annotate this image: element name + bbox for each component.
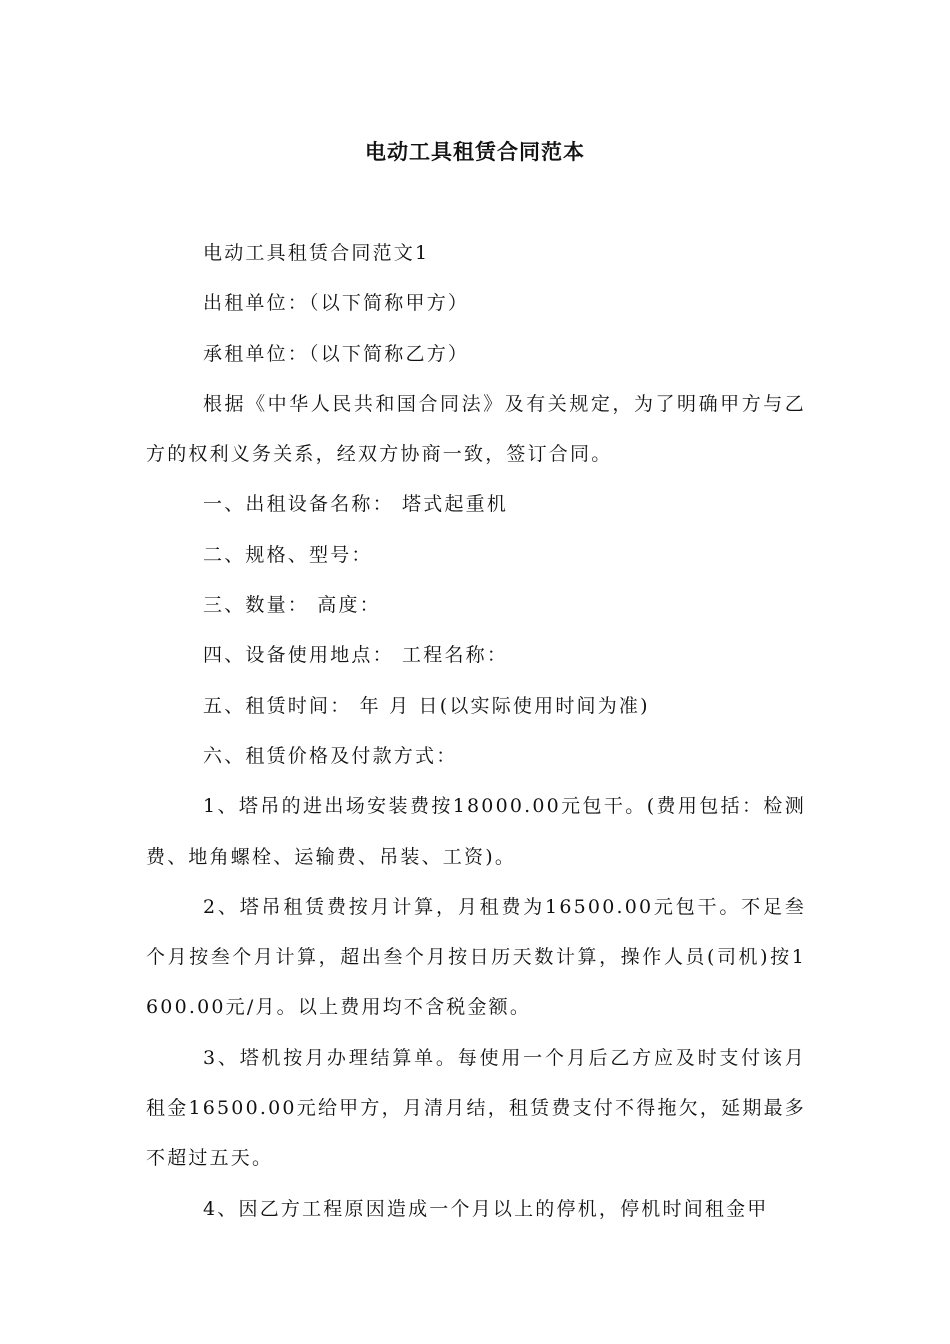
clause-equipment-name: 一、出租设备名称： 塔式起重机 <box>203 493 509 516</box>
sub-clause-2: 2、塔吊租赁费按月计算，月租费为16500.00元包干。不足叁个月按叁个月计算，超出叁个月按日历天数计算，操作人员(司机)按1600.00元/月。以上费用均不含税金额。 <box>146 895 806 1019</box>
lessor-line: 出租单位：（以下简称甲方） <box>203 292 470 315</box>
lessee-line: 承租单位：（以下简称乙方） <box>203 342 470 365</box>
sub-clause-4: 4、因乙方工程原因造成一个月以上的停机，停机时间租金甲 <box>203 1197 769 1220</box>
document-body <box>146 228 806 1234</box>
clause-lease-time: 五、租赁时间： 年 月 日(以实际使用时间为准) <box>203 694 650 717</box>
clause-price-payment: 六、租赁价格及付款方式： <box>203 744 458 767</box>
document-title: 电动工具租赁合同范本 <box>365 140 585 164</box>
heading-contract-1: 电动工具租赁合同范文1 <box>203 242 430 264</box>
preamble-paragraph: 根据《中华人民共和国合同法》及有关规定，为了明确甲方与乙方的权利义务关系，经双方协商一致，签订合同。 <box>146 392 806 466</box>
clause-quantity: 三、数量： 高度： <box>203 594 381 617</box>
sub-clause-3: 3、塔机按月办理结算单。每使用一个月后乙方应及时支付该月租金16500.00元给甲方，月清月结，租赁费支付不得拖欠，延期最多不超过五天。 <box>146 1046 806 1170</box>
clause-location: 四、设备使用地点： 工程名称： <box>203 644 509 667</box>
sub-clause-1: 1、塔吊的进出场安装费按18000.00元包干。(费用包括：检测费、地角螺栓、运输费、吊装、工资)。 <box>146 795 806 868</box>
clause-spec-model: 二、规格、型号： <box>203 543 373 566</box>
